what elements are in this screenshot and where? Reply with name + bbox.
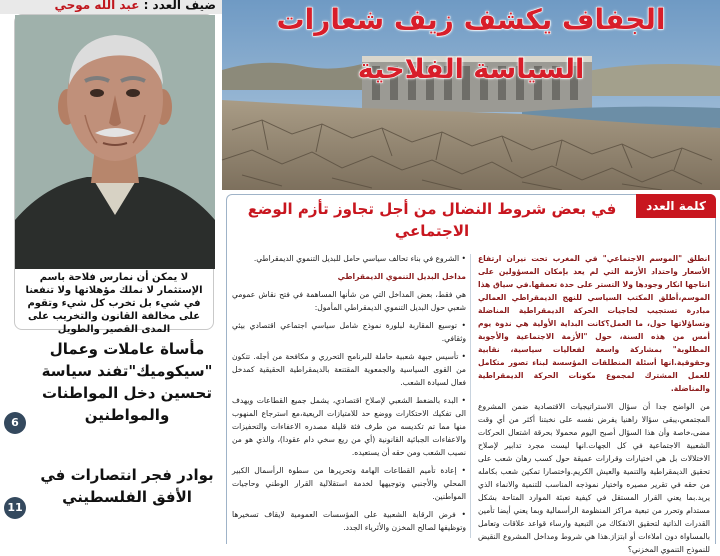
article-paragraph: • البدء بالضغط الشعبي لإصلاح اقتصادي، يشمل جميع القطاعات ويهدف الى تفكيك الاحتكارات ووضع حد للامتيازات الريعية،مع استرجاع المنهوب منها مما تم تكديسه من طرف فئة قليلة مصدره الاعفاءات والتحفيزات والاعفاءات الجبائية القانونية (أي من ريع سخي دام عقودا)، والذي هو من نصيب الشعب ومن حقه أن يستعيده. [232,396,466,457]
article-paragraph: • الشروع في بناء تحالف سياسي حامل للبديل التنموي الديمقراطي. [253,254,466,263]
article-paragraph: • فرض الرقابة الشعبية على المؤسسات العمومية لايقاف تسخيرها وتوظيفها لصالح المخزن والأثرياء الجدد. [232,510,466,532]
guest-quote: لا يمكن أن نمارس فلاحة باسم الإستثمار لا نملك مؤهلاتها ولا تنفعنا في شيء بل تخرب كل شيء وتقوم على مخالفة القانون والتخريب على المدى القصير والطويل [25,272,203,335]
hero-title-line-1: الجفاف يكشف زيف شعارات [276,3,666,36]
article-column-left [232,252,466,540]
article-paragraph: انطلق "الموسم الاجتماعي" في المغرب تحت نيران ارتفاع الأسعار واحتداد الأزمة التي لم يعد بإمكان المسؤولين على انتاجها انكار وجودها ولا التستر على حدة تعمقها.في سياق هذا الموسم،أطلق المكتب السياسي للنهج الديمقراطي العمالي مبادرة تستجيب لحاجيات الحركة الديمقراطية المناضلة وتساؤلاتها حول، ما العمل؟كانت البداية الأولية هي ندوة يوم أمس من هذه السنة، حول "الأزمة الاجتماعية والأجوبة المطلوبة" بمشاركة واسعة لفعاليات سياسية، نقابية وحقوقية.انها أسئلة المنطلقات المؤسسة لبناء تصور متكامل للعمل المشترك لمجموع مكونات الحركة الديمقراطية والمناضلة. [478,254,710,393]
guest-portrait [15,15,215,269]
guest-column [0,0,222,540]
teaser-link-1[interactable]: مأساة عاملات وعمال "سيكوميك"تفند سياسة تحسين دخل المواطنات والمواطنين [41,340,213,424]
column-divider [470,254,471,538]
guest-label [54,0,216,12]
article-paragraph: • تأسيس جبهة شعبية حاملة للبرنامج التحرري و مكافحة من أجله. تتكون من القوى السياسية والجمعوية المقتنعة بالديمقراطية الحقيقية كمدخل فعال لسيادة الشعب. [232,352,466,387]
article-paragraph: • إعادة تأميم القطاعات الهامة وتحريرها من سطوة الرأسمال الكبير المحلي والأجنبي وتوجيهها لخدمة استقلالية القرار الوطني وحاجيات المواطنين. [232,466,466,501]
guest-header-bar [0,0,222,14]
hero-title-line-2: السياسة الفلاحية [357,54,585,85]
article-headline: في بعض شروط النضال من أجل تجاوز تأزم الوضع الاجتماعي [247,200,617,240]
section-label: كلمة العدد [636,194,716,218]
guest-name: عبد الله موحي [54,0,140,12]
guest-label-text: ضيف العدد : [143,0,216,12]
article-paragraph: هي فقط، بعض المداخل التي من شأنها المساهمة في فتح نقاش عمومي شعبي حول البديل التنموي الديمقراطي المأمول: [232,290,466,312]
hero-banner [222,0,720,190]
article-paragraph: من الواضح جدا أن سؤال الاستراتيجيات الاقتصادية ضمن المشروع المجتمعي،يبقى سؤالا راهنيا يفرض نفسه على نخبتنا أكثر من أي وقت مضى،خاصة وأن هذا السؤال أصبح اليوم محمولا بحرقة اشتعال الحركات الشعبية الاجتماعية في كل الجهات.انها ليست مجرد تدابير لإصلاح الاختلالات بل هي اختيارات وقرارات عميقة حول كسب رهان شعب على تحقيق الديمقراطية والتنمية والعيش الكريم.واختصارا تمكين شعب بكامله من حقه في تقرير مصيره واختيار نموذجه المناسب للتنمية والانماء الذي يريد.بما يعني القرار المستقل في كيفية تعبئة الموارد المتاحة بشكل مستدام وتحرر من تبعية مراكز المنظومة الرأسمالية وبما يعني أيضا تأمين القدرات الذاتية لتحقيق الانفكاك من التبعية وارساء قواعد علاقات وتعامل بالمساواة دون املاءات أو ابتزاز.هذا هي شروط ومداخل المشروع النقيض للنموذج التنموي المخزني؟ [478,402,710,554]
article-column-right [478,252,710,554]
guest-card [14,14,214,335]
article-paragraph: • توسيع المقاربة لبلورة نموذج شامل سياسي اجتماعي اقتصادي بيئي وثقافي. [232,321,466,343]
guest-portrait-image [15,15,215,269]
page-number-badge: 11 [4,497,26,519]
article-subheading: مداخل البديل التنموي الديمقراطي [337,272,466,281]
teaser-link-2[interactable]: بوادر فجر انتصارات في الأفق الفلسطيني [40,466,214,506]
page-number-badge: 6 [4,412,26,434]
editorial-article [222,190,720,554]
